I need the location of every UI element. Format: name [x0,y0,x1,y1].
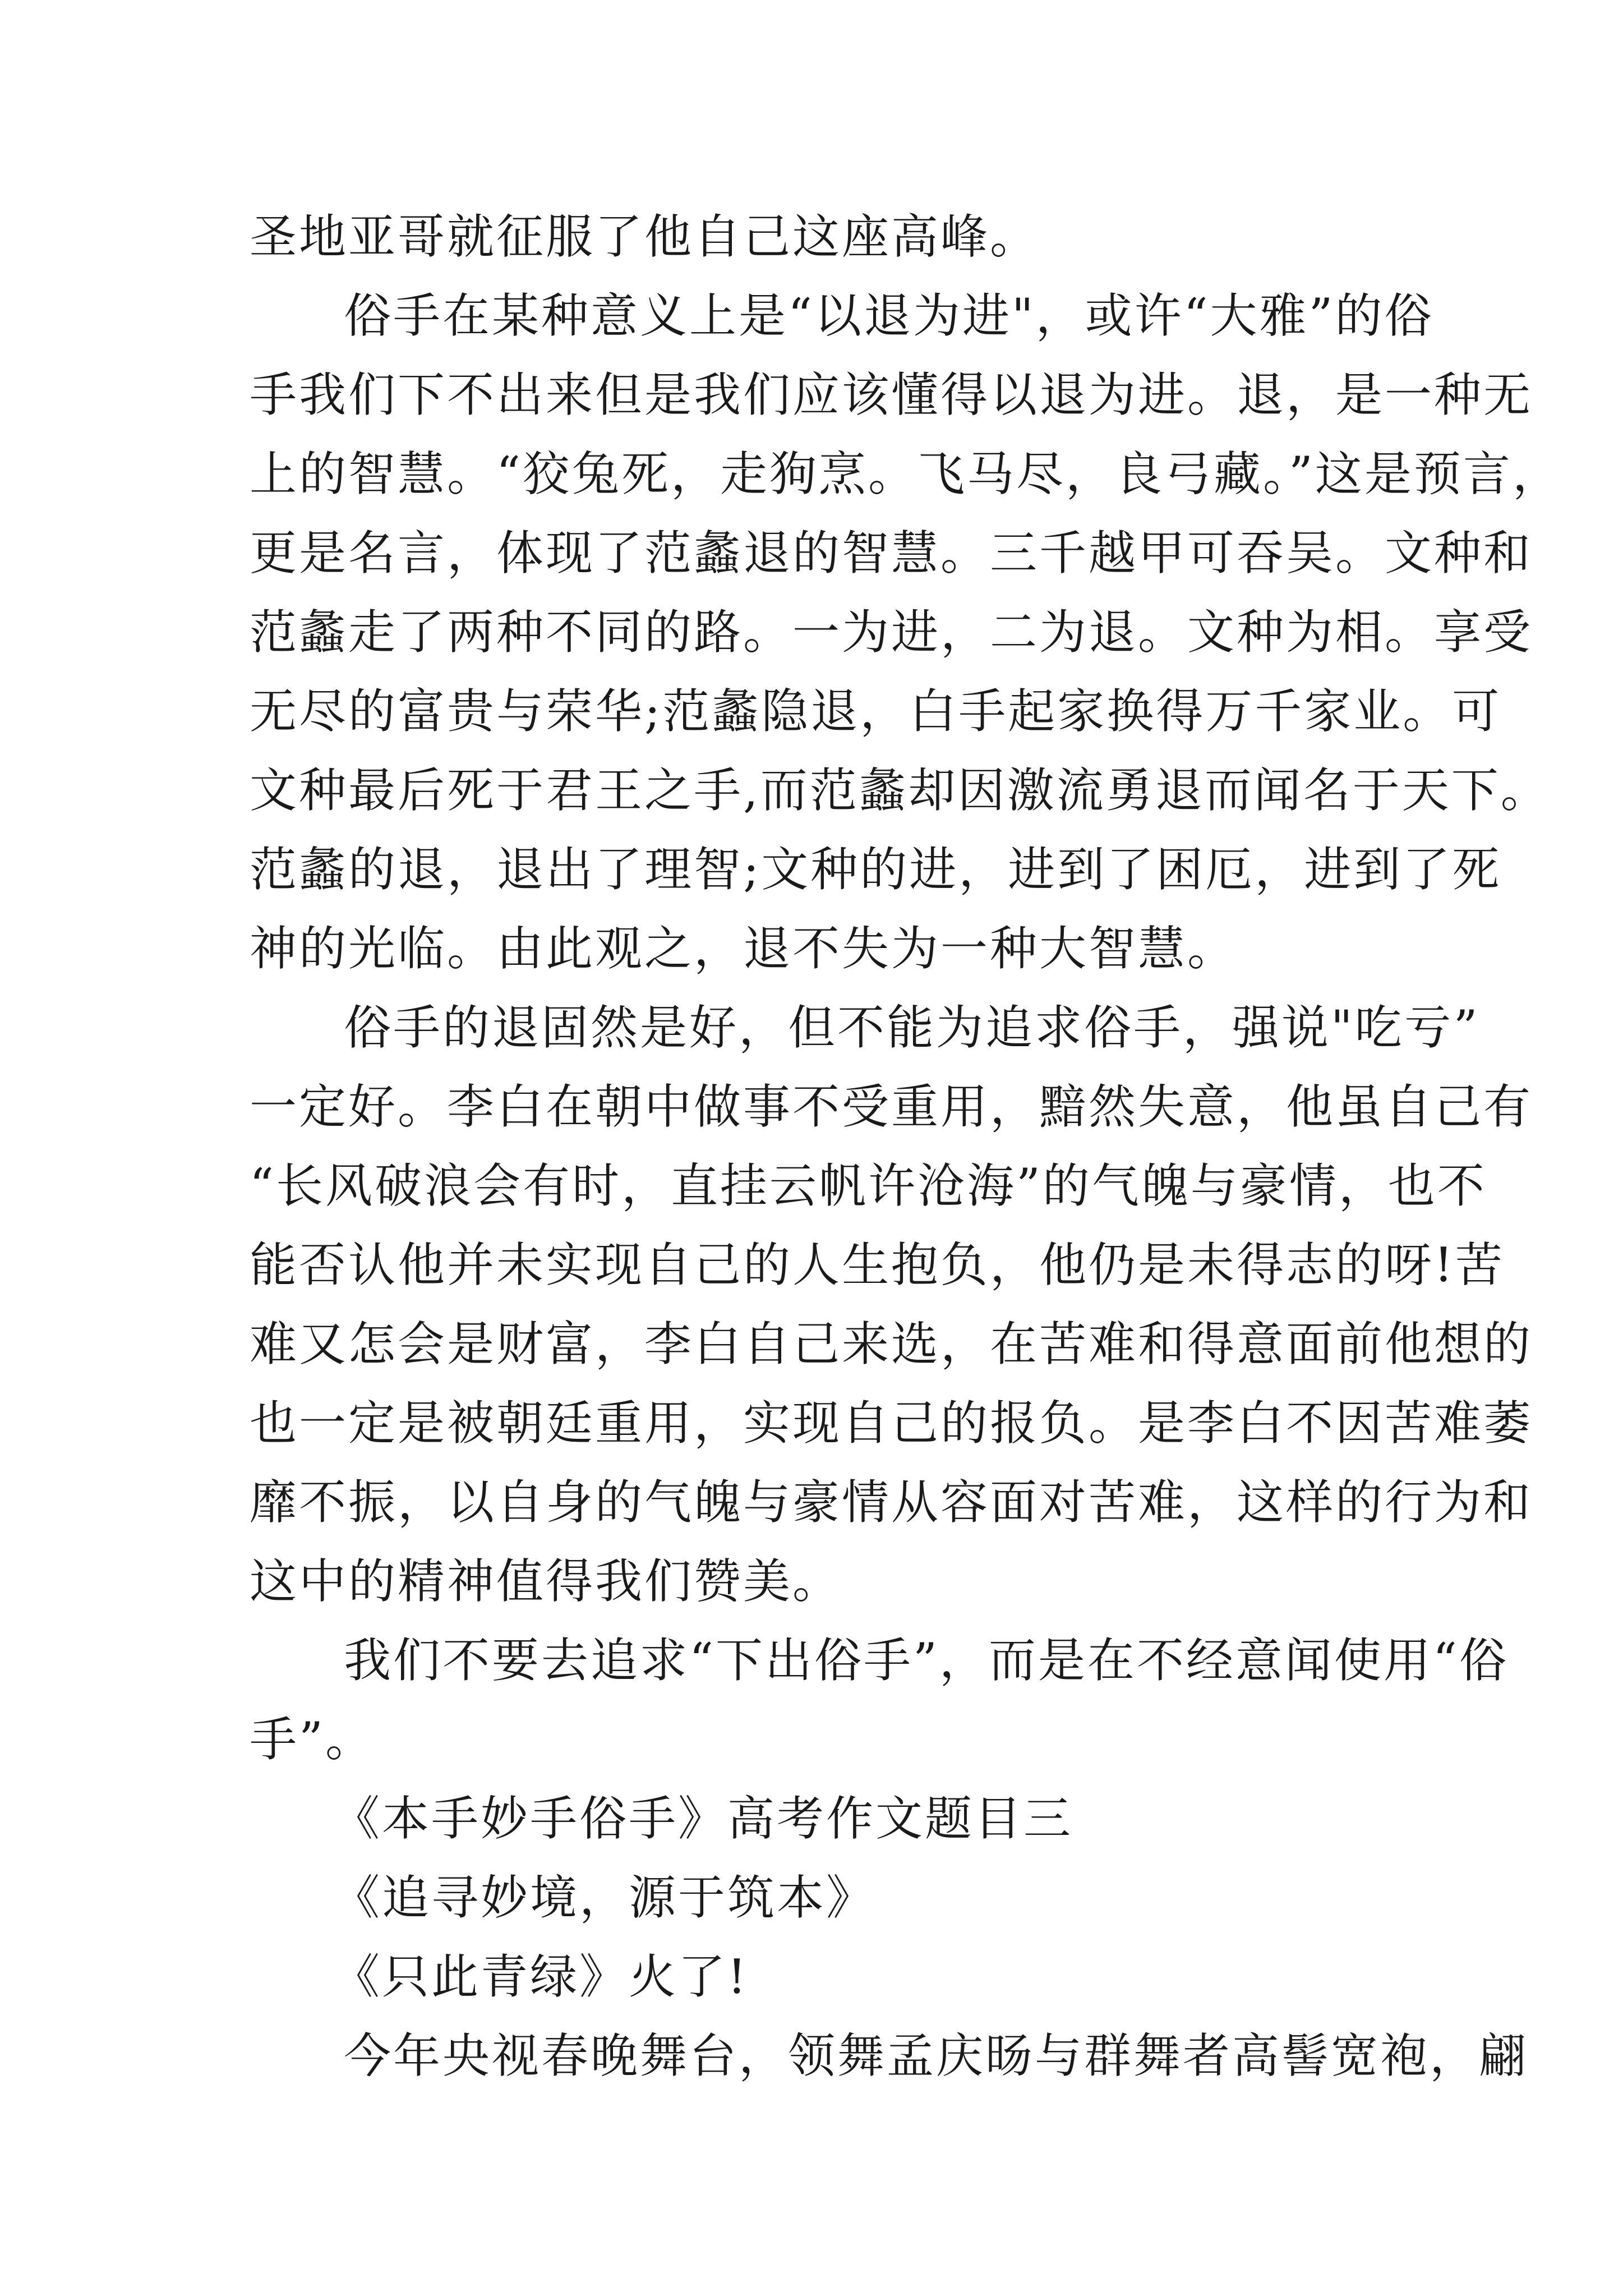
essay-title: 《追寻妙境，源于筑本》 [333,1870,876,1925]
paragraph-line: 我们不要去追求“下出俗手”，而是在不经意闻使用“俗 [344,1633,1509,1688]
paragraph-line: 难又怎会是财富，李白自己来选，在苦难和得意面前他想的 [250,1317,1533,1372]
paragraph-line: 能否认他并未实现自己的人生抱负，他仍是未得志的呀!苦 [250,1237,1505,1292]
paragraph-line: 更是名言，体现了范蠡退的智慧。三千越甲可吞吴。文种和 [250,526,1533,581]
paragraph-line: 俗手在某种意义上是“以退为进"，或许“大雅”的俗 [344,288,1434,343]
paragraph-line: 俗手的退固然是好，但不能为追求俗手，强说"吃亏” [344,1000,1480,1055]
paragraph-line: 无尽的富贵与荣华;范蠡隐退，白手起家换得万千家业。可 [250,684,1502,739]
paragraph-line: 一定好。李白在朝中做事不受重用，黯然失意，他虽自己有 [250,1079,1533,1134]
paragraph-line: 圣地亚哥就征服了他自己这座高峰。 [250,209,1040,264]
paragraph-line: 范蠡的退，退出了理智;文种的进，进到了困厄，进到了死 [250,842,1502,897]
paragraph-line: 手我们下不出来但是我们应该懂得以退为进。退，是一种无 [250,367,1533,422]
paragraph-line: 《只此青绿》火了! [333,1949,749,2004]
paragraph-line: 范蠡走了两种不同的路。一为进，二为退。文种为相。享受 [250,605,1533,660]
paragraph-line: 文种最后死于君王之手,而范蠡却因激流勇退而闻名于天下。 [250,763,1550,818]
paragraph-line: 也一定是被朝廷重用，实现自己的报负。是李白不因苦难萎 [250,1396,1533,1451]
essay-title: 《本手妙手俗手》高考作文题目三 [333,1791,1073,1846]
paragraph-line: 这中的精神值得我们赞美。 [250,1554,842,1609]
paragraph-line: 今年央视春晚舞台，领舞孟庆旸与群舞者高髻宽袍，翩 [344,2028,1529,2083]
essay-body [250,197,1562,2096]
paragraph-line: 神的光临。由此观之，退不失为一种大智慧。 [250,921,1237,976]
paragraph-line: “长风破浪会有时，直挂云帆许沧海”的气魄与豪情，也不 [250,1158,1487,1213]
paragraph-line: 靡不振，以自身的气魄与豪情从容面对苦难，这样的行为和 [250,1475,1533,1530]
paragraph-line: 上的智慧。“狡兔死，走狗烹。飞马尽，良弓藏。”这是预言， [250,447,1562,501]
paragraph-line: 手”。 [250,1712,375,1767]
